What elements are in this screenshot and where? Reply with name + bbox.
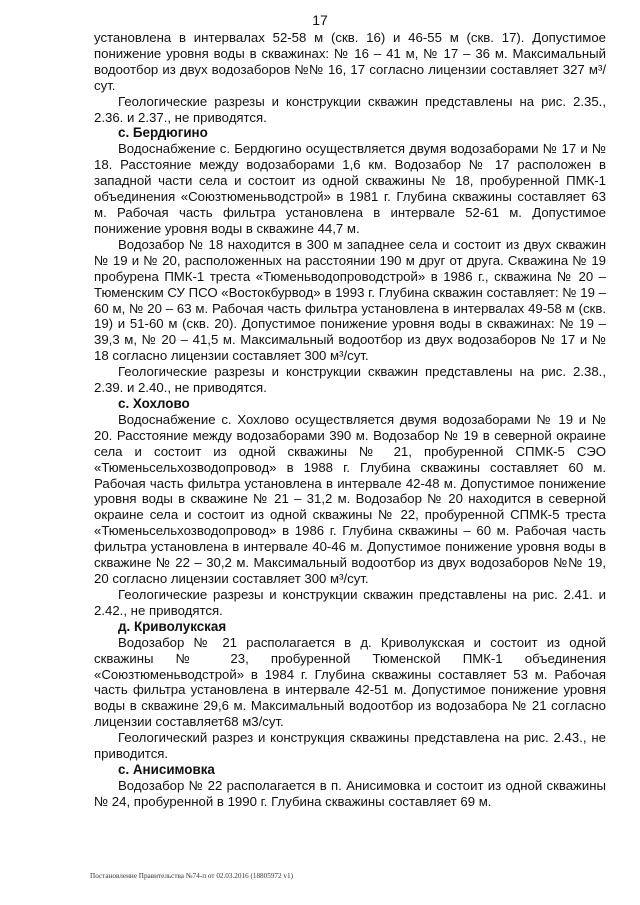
page-number: 17 <box>312 12 328 28</box>
body-paragraph: Геологические разрезы и конструкции скважин представлены на рис. 2.35., 2.36. и 2.37., не приводятся. <box>94 93 606 125</box>
body-paragraph: Водозабор № 22 располагается в п. Анисимовка и состоит из одной скважины № 24, пробуренной в 1990 г. Глубина скважины составляет 69 м. <box>94 777 606 809</box>
body-paragraph: Геологические разрезы и конструкции скважин представлены на рис. 2.41. и 2.42., не приводятся. <box>94 586 606 618</box>
section-heading: д. Криволукская <box>118 618 227 634</box>
body-paragraph: Водоснабжение с. Хохлово осуществляется двумя водозаборами № 19 и № 20. Расстояние между водозаборами 390 м. Водозабор № 19 в северной окраине села и состоит из одной скважины № 21, пробуренной СПМК-5 СЭО «Тюменьсельхозводопровод» в 1988 г. Глубина скважины составляет 60 м. Рабочая часть фильтра установлена в интервале 42-48 м. Допустимое понижение уровня воды в скважине № 21 – 31,2 м. Водозабор № 20 находится в северной окраине села и состоит из одной скважины № 22, пробуренной СПМК-5 треста «Тюменьсельхозводопровод» в 1986 г. Глубина скважины – 60 м. Рабочая часть фильтра установлена в интервале 40-46 м. Допустимое понижение уровня воды в скважине № 22 – 30,2 м. Максимальный водоотбор из двух водозаборов №№ 19, 20 согласно лицензии составляет 300 м³/сут. <box>94 411 606 586</box>
footer-note: Постановление Правительства №74-п от 02.03.2016 (18805972 v1) <box>90 872 293 880</box>
section-heading: с. Хохлово <box>118 395 190 411</box>
body-paragraph: Водозабор № 18 находится в 300 м западнее села и состоит из двух скважин № 19 и № 20, расположенных на расстоянии 190 м друг от друга. Скважина № 19 пробурена ПМК-1 треста «Тюменьводопроводстрой» в 1986 г., скважина № 20 – Тюменским СУ ПСО «Востокбурвод» в 1993 г. Глубина скважин составляет: № 19 – 60 м, № 20 – 63 м. Рабочая часть фильтра установлена в интервалах 49-58 м (скв. 19) и 51-60 м (скв. 20). Допустимое понижение уровня воды в скважинах: № 19 – 39,3 м, № 20 – 41,5 м. Максимальный водоотбор из двух водозаборов № 17 и № 18 согласно лицензии составляет 300 м³/сут. <box>94 236 606 364</box>
body-paragraph: установлена в интервалах 52-58 м (скв. 16) и 46-55 м (скв. 17). Допустимое понижение уровня воды в скважинах: № 16 – 41 м, № 17 – 36 м. Максимальный водоотбор из двух водозаборов №№ 16, 17 согласно лицензии составляет 327 м³/сут. <box>94 30 606 93</box>
document-body <box>94 30 606 810</box>
body-paragraph: Геологический разрез и конструкция скважины представлена на рис. 2.43., не приводится. <box>94 730 606 762</box>
body-paragraph: Водоснабжение с. Бердюгино осуществляется двумя водозаборами № 17 и № 18. Расстояние между водозаборами 1,6 км. Водозабор № 17 расположен в западной части села и состоит из одной скважины № 18, пробуренной ПМК-1 объединения «Союзтюменьводстрой» в 1981 г. Глубина скважины составляет 63 м. Рабочая часть фильтра установлена в интервале 52-61 м. Допустимое понижение уровня воды в скважине 44,7 м. <box>94 141 606 236</box>
section-heading: с. Бердюгино <box>118 125 208 141</box>
section-heading: с. Анисимовка <box>118 761 215 777</box>
body-paragraph: Водозабор № 21 располагается в д. Криволукская и состоит из одной скважины № 23, пробуренной Тюменской ПМК-1 объединения «Союзтюменьводстрой» в 1984 г. Глубина скважины составляет 53 м. Рабочая часть фильтра установлена в интервале 42-51 м. Допустимое понижение уровня воды в скважине 29,6 м. Максимальный водоотбор из водозабора № 21 согласно лицензии составляет68 м3/сут. <box>94 634 606 730</box>
body-paragraph: Геологические разрезы и конструкции скважин представлены на рис. 2.38., 2.39. и 2.40., не приводятся. <box>94 364 606 396</box>
